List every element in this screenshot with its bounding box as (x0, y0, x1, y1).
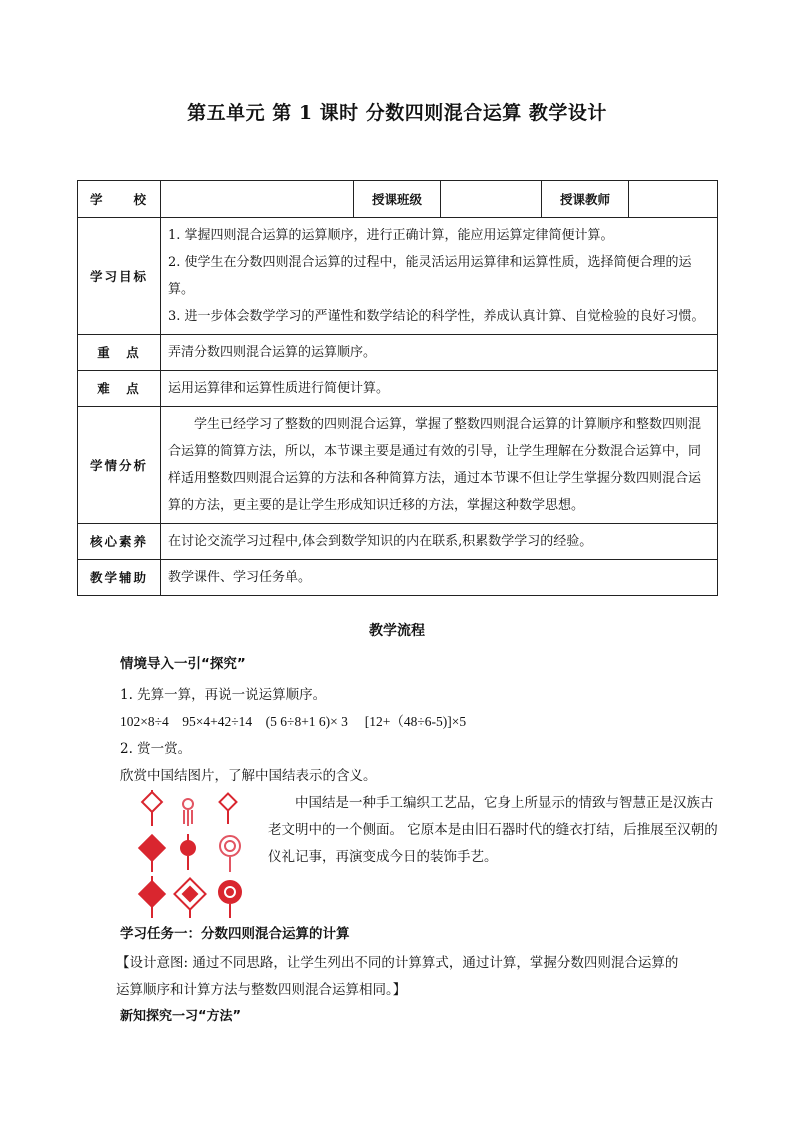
expressions: 102×8÷4 95×4+42÷14 (5 6÷8+1 6)× 3 [12+（48÷6-5)]×5 (120, 714, 467, 729)
chinese-knot-images (132, 790, 252, 920)
class-value[interactable] (441, 181, 542, 218)
literacy-label: 核心素养 (78, 524, 161, 560)
analysis-label: 学情分析 (78, 407, 161, 524)
key-point-label: 重 点 (78, 335, 161, 371)
objectives-row (78, 218, 718, 335)
aids-text: 教学课件、学习任务单。 (161, 560, 718, 596)
knot-icon (139, 790, 241, 918)
objectives-cell (161, 218, 718, 335)
aids-row (78, 560, 718, 596)
literacy-text: 在讨论交流学习过程中,体会到数学知识的内在联系,积累数学学习的经验。 (161, 524, 718, 560)
item-1: 1. 先算一算，再说一说运算顺序。 (120, 687, 327, 703)
objective-2: 2. 使学生在分数四则混合运算的过程中，能灵活运用运算律和运算性质，选择简便合理的运算。 (168, 255, 692, 297)
aids-label: 教学辅助 (78, 560, 161, 596)
school-row (78, 181, 718, 218)
knot-description: 中国结是一种手工编织工艺品，它身上所显示的情致与智慧正是汉族古老文明中的一个侧面。 它原本是由旧石器时代的缝衣打结，后推展至汉朝的仪礼记事，再演变成今日的装饰手艺。 (268, 795, 718, 865)
analysis-text: 学生已经学习了整数的四则混合运算，掌握了整数四则混合运算的计算顺序和整数四则混合运算的简算方法，所以，本节课主要是通过有效的引导，让学生理解在分数混合运算中，同样适用整数四则混合运算的方法和各种简算方法，通过本节课不但让学生掌握分数四则混合运算的方法，更主要的是让学生形成知识迁移的方法，掌握这种数学思想。 (161, 407, 718, 524)
difficulty-label: 难 点 (78, 371, 161, 407)
new-knowledge-heading: 新知探究一习“方法” (120, 1009, 242, 1024)
difficulty-row (78, 371, 718, 407)
design-intent: 【设计意图: 通过不同思路，让学生列出不同的计算算式，通过计算，掌握分数四则混合运算的运算顺序和计算方法与整数四则混合运算相同。】 (116, 955, 679, 998)
objective-1: 1. 掌握四则混合运算的运算顺序，进行正确计算，能应用运算定律简便计算。 (168, 228, 614, 243)
literacy-row (78, 524, 718, 560)
objectives-label: 学习目标 (78, 218, 161, 335)
school-value[interactable] (161, 181, 354, 218)
flow-heading: 教学流程 (369, 623, 425, 639)
item-2: 2. 赏一赏。 (120, 741, 192, 757)
appreciate-text: 欣赏中国结图片，了解中国结表示的含义。 (120, 768, 377, 784)
key-point-row (78, 335, 718, 371)
difficulty-text: 运用运算律和运算性质进行简便计算。 (161, 371, 718, 407)
page-title: 第五单元 第 1 课时 分数四则混合运算 教学设计 (187, 102, 607, 124)
teacher-label: 授课教师 (542, 181, 629, 218)
analysis-row (78, 407, 718, 524)
lesson-info-table (77, 180, 718, 596)
objective-3: 3. 进一步体会数学学习的严谨性和数学结论的科学性，养成认真计算、自觉检验的良好习惯。 (168, 309, 705, 324)
school-label: 学 校 (78, 181, 161, 218)
key-point-text: 弄清分数四则混合运算的运算顺序。 (161, 335, 718, 371)
task1-heading: 学习任务一：分数四则混合运算的计算 (120, 926, 350, 942)
teacher-value[interactable] (629, 181, 718, 218)
class-label: 授课班级 (354, 181, 441, 218)
intro-heading: 情境导入一引“探究” (120, 656, 246, 672)
